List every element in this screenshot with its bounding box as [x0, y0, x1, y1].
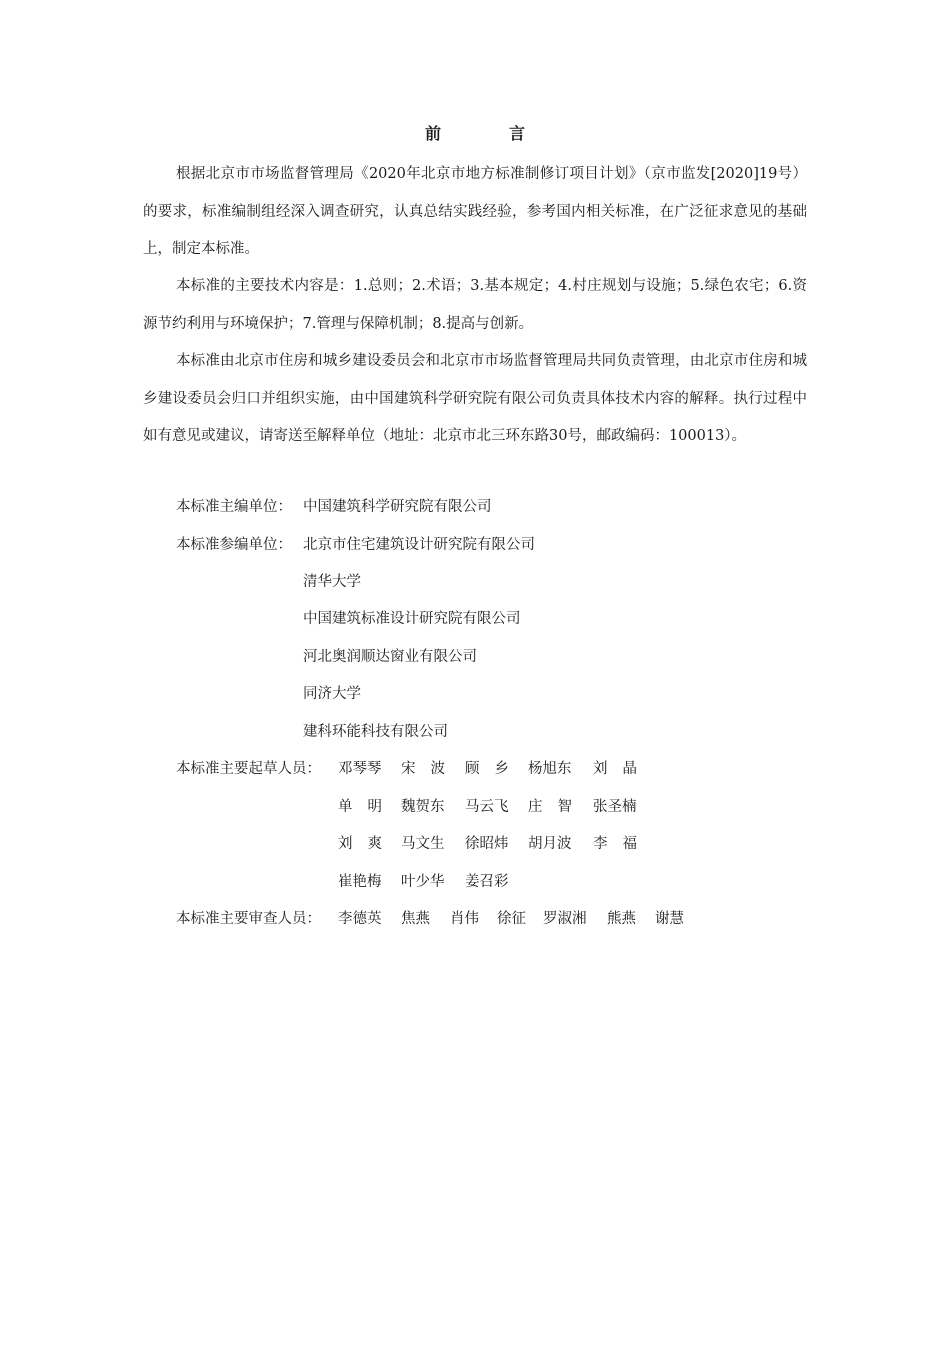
- drafter-name: 庄智: [528, 799, 587, 815]
- drafter-name: 单明: [338, 799, 397, 815]
- reviewer-name: 罗淑湘: [543, 911, 587, 927]
- drafter-name: 邓琴琴: [338, 761, 382, 777]
- drafter-name: 崔艳梅: [338, 874, 382, 890]
- participating-unit: 河北奥润顺达窗业有限公司: [303, 649, 477, 665]
- drafter-name: 胡月波: [528, 836, 572, 852]
- drafter-name: 杨旭东: [528, 761, 572, 777]
- drafters-label: 本标准主要起草人员：: [176, 761, 321, 777]
- paragraph-basis: 根据北京市市场监督管理局《2020年北京市地方标准制修订项目计划》（京市监发[2020]19号）的要求，标准编制组经深入调查研究，认真总结实践经验，参考国内相关标准，在广泛征求意见的基础上，制定本标准。: [143, 166, 807, 257]
- reviewer-name: 谢慧: [655, 911, 684, 927]
- reviewers-label: 本标准主要审查人员：: [176, 911, 321, 927]
- drafter-name: 李福: [593, 836, 652, 852]
- drafter-name: 徐昭炜: [465, 836, 509, 852]
- reviewer-name: 熊燕: [607, 911, 636, 927]
- reviewer-name: 徐征: [497, 911, 526, 927]
- drafter-name: 魏贺东: [401, 799, 445, 815]
- reviewer-name: 焦燕: [401, 911, 430, 927]
- paragraph-management: 本标准由北京市住房和城乡建设委员会和北京市市场监督管理局共同负责管理，由北京市住房和城乡建设委员会归口并组织实施，由中国建筑科学研究院有限公司负责具体技术内容的解释。执行过程中如有意见或建议，请寄送至解释单位（地址：北京市北三环东路30号，邮政编码：100013）。: [143, 353, 807, 444]
- reviewer-name: 肖伟: [450, 911, 479, 927]
- drafter-name: 马文生: [401, 836, 445, 852]
- drafter-name: 叶少华: [401, 874, 445, 890]
- drafter-name: 刘爽: [338, 836, 397, 852]
- chief-unit-label: 本标准主编单位：: [176, 499, 292, 515]
- participating-unit: 中国建筑标准设计研究院有限公司: [303, 611, 521, 627]
- drafter-name: 马云飞: [465, 799, 509, 815]
- reviewer-name: 李德英: [338, 911, 382, 927]
- drafter-name: 宋波: [401, 761, 460, 777]
- participating-unit: 北京市住宅建筑设计研究院有限公司: [303, 537, 535, 553]
- drafter-name: 顾乡: [465, 761, 524, 777]
- drafter-name: 姜召彩: [465, 874, 509, 890]
- participating-unit: 清华大学: [303, 574, 361, 590]
- chief-unit-value: 中国建筑科学研究院有限公司: [303, 499, 492, 515]
- participating-unit: 建科环能科技有限公司: [303, 724, 448, 740]
- drafter-name: 刘晶: [593, 761, 652, 777]
- participating-unit: 同济大学: [303, 686, 361, 702]
- drafter-name: 张圣楠: [593, 799, 637, 815]
- page-title: 前 言: [424, 124, 551, 143]
- participating-units-label: 本标准参编单位：: [176, 537, 292, 553]
- paragraph-technical-content: 本标准的主要技术内容是：1.总则；2.术语；3.基本规定；4.村庄规划与设施；5.绿色农宅；6.资源节约利用与环境保护；7.管理与保障机制；8.提高与创新。: [143, 278, 807, 332]
